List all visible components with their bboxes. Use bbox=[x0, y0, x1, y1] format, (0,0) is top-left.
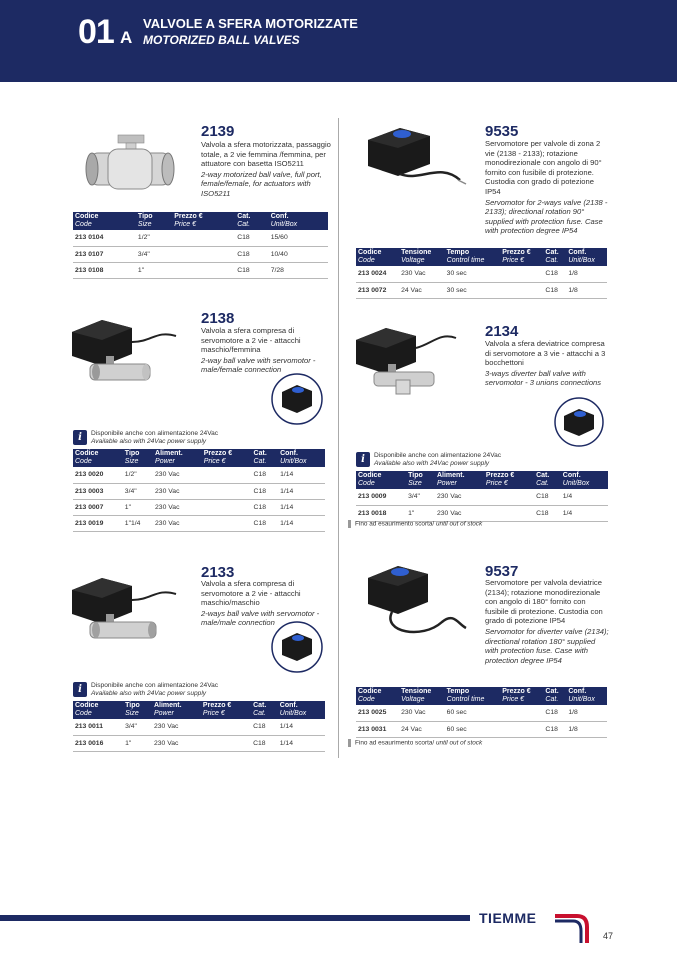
table-row bbox=[73, 467, 325, 483]
table-cell: C18 bbox=[543, 721, 566, 737]
product-article-code: 213 0007 bbox=[73, 499, 123, 515]
price-table-9537 bbox=[356, 687, 607, 738]
stock-it: Fino ad esaurimento scorta/ bbox=[355, 520, 435, 528]
info-icon: i bbox=[73, 682, 87, 697]
column-header: Cat. Cat. bbox=[543, 687, 566, 705]
table-header-row bbox=[73, 449, 325, 467]
note-it: Disponibile anche con alimentazione 24Vac bbox=[374, 452, 502, 459]
column-header: Codice Code bbox=[73, 701, 123, 719]
table-cell bbox=[201, 735, 251, 751]
table-cell: 230 Vac bbox=[153, 483, 202, 499]
product-article-code: 213 0104 bbox=[73, 230, 136, 246]
stock-en: until out of stock bbox=[436, 520, 483, 528]
table-cell: C18 bbox=[251, 735, 278, 751]
column-header-en: Size bbox=[137, 221, 152, 228]
product-code: 9537 bbox=[485, 563, 519, 580]
column-header: Prezzo € Price € bbox=[172, 212, 235, 230]
column-header: Tipo Size bbox=[406, 471, 435, 489]
table-cell: 1/4 bbox=[561, 489, 608, 505]
column-header: Cat. Cat. bbox=[252, 449, 279, 467]
description-it: Valvola a sfera compresa di servomotore a 2 vie - attacchi maschio/maschio bbox=[201, 579, 301, 608]
column-header-en: Price € bbox=[502, 257, 525, 264]
column-header: Cat. Cat. bbox=[543, 248, 566, 266]
column-header-en: Price € bbox=[202, 710, 225, 717]
table-cell bbox=[484, 489, 534, 505]
table-header-row bbox=[73, 212, 328, 230]
table-cell bbox=[500, 282, 543, 298]
table-row bbox=[73, 735, 325, 751]
table-cell: C18 bbox=[252, 483, 279, 499]
table-row bbox=[356, 489, 608, 505]
column-header: Conf. Unit/Box bbox=[278, 701, 325, 719]
product-code: 2139 bbox=[201, 123, 235, 140]
table-row bbox=[73, 246, 328, 262]
column-header: Conf. Unit/Box bbox=[566, 248, 607, 266]
page-header bbox=[0, 0, 677, 82]
table-cell: 1/14 bbox=[278, 499, 325, 515]
column-header-en: Unit/Box bbox=[568, 257, 595, 264]
product-article-code: 213 0003 bbox=[73, 483, 123, 499]
table-row bbox=[356, 282, 607, 298]
product-article-code: 213 0025 bbox=[356, 705, 399, 721]
table-cell: C18 bbox=[235, 262, 269, 278]
table-cell bbox=[202, 467, 252, 483]
column-header-en: Power bbox=[155, 458, 175, 465]
column-header: Aliment. Power bbox=[152, 701, 201, 719]
column-header: Tempo Control time bbox=[445, 687, 501, 705]
product-article-code: 213 0107 bbox=[73, 246, 136, 262]
column-divider bbox=[338, 118, 339, 758]
stock-it: Fino ad esaurimento scorta/ bbox=[355, 739, 435, 747]
table-cell: 230 Vac bbox=[153, 499, 202, 515]
column-header-en: Voltage bbox=[401, 257, 425, 264]
info-icon: i bbox=[73, 430, 87, 445]
table-cell: 24 Vac bbox=[399, 282, 445, 298]
column-header-en: Code bbox=[358, 257, 375, 264]
column-header: Tensione Voltage bbox=[399, 248, 445, 266]
table-row bbox=[73, 515, 325, 531]
note-en: Available also with 24Vac power supply bbox=[91, 438, 207, 445]
column-header: Codice Code bbox=[356, 687, 399, 705]
description-it: Servomotore per valvola deviatrice (2134); rotazione monodirezionale con angolo di 180° fornito con fusibile di protezione. Custodia con grado di potezione IP54 bbox=[485, 578, 603, 626]
column-header: Prezzo € Price € bbox=[500, 248, 543, 266]
description-it: Valvola a sfera deviatrice compresa di servomotore a 3 vie - attacchi a 3 bocchettoni bbox=[485, 339, 606, 368]
table-cell: 1" bbox=[406, 505, 435, 521]
table-cell: 1/14 bbox=[278, 515, 325, 531]
table-cell: C18 bbox=[534, 505, 561, 521]
column-header-en: Size bbox=[408, 480, 422, 487]
table-cell: C18 bbox=[543, 282, 566, 298]
table-cell: 10/40 bbox=[269, 246, 328, 262]
table-cell: 1/14 bbox=[278, 483, 325, 499]
column-header-en: Unit/Box bbox=[279, 710, 307, 717]
table-cell: 3/4" bbox=[123, 483, 153, 499]
column-header-en: Cat. bbox=[253, 458, 267, 465]
product-article-code: 213 0072 bbox=[356, 282, 399, 298]
table-cell: 230 Vac bbox=[435, 505, 484, 521]
table-cell: 230 Vac bbox=[435, 489, 484, 505]
table-cell bbox=[172, 246, 235, 262]
column-header: Prezzo € Price € bbox=[484, 471, 534, 489]
motorized-valve-2138-image bbox=[66, 312, 196, 384]
product-description bbox=[485, 139, 610, 236]
table-cell: 3/4" bbox=[406, 489, 435, 505]
table-cell: 3/4" bbox=[123, 719, 152, 735]
column-header-en: Price € bbox=[203, 458, 226, 465]
table-cell: C18 bbox=[235, 246, 269, 262]
table-row bbox=[73, 230, 328, 246]
column-header-en: Cat. bbox=[253, 710, 266, 717]
table-cell bbox=[202, 499, 252, 515]
table-header-row bbox=[356, 687, 607, 705]
table-cell: C18 bbox=[251, 719, 278, 735]
motorized-valve-2133-image bbox=[66, 570, 196, 642]
diverter-valve-2134-image bbox=[352, 322, 472, 396]
table-cell bbox=[201, 719, 251, 735]
table-cell: 7/28 bbox=[269, 262, 328, 278]
column-header: Prezzo € Price € bbox=[201, 701, 251, 719]
servomotor-badge-icon bbox=[270, 620, 324, 674]
table-row bbox=[356, 505, 608, 521]
column-header: Codice Code bbox=[356, 471, 406, 489]
table-cell bbox=[500, 266, 543, 282]
column-header-en: Cat. bbox=[536, 480, 549, 487]
table-cell: 60 sec bbox=[445, 705, 501, 721]
column-header-en: Price € bbox=[174, 221, 196, 228]
table-cell: C18 bbox=[235, 230, 269, 246]
product-description bbox=[201, 579, 331, 628]
column-header: Conf. Unit/Box bbox=[269, 212, 328, 230]
table-cell: 230 Vac bbox=[399, 266, 445, 282]
table-cell: C18 bbox=[252, 467, 279, 483]
table-cell: 230 Vac bbox=[153, 515, 202, 531]
table-cell: C18 bbox=[252, 515, 279, 531]
column-header: Tipo Size bbox=[123, 701, 152, 719]
table-cell: 1"1/4 bbox=[123, 515, 153, 531]
table-cell bbox=[172, 230, 235, 246]
power-supply-note bbox=[356, 452, 606, 468]
brand-swoosh-icon bbox=[555, 913, 595, 943]
column-header-en: Unit/Box bbox=[562, 480, 590, 487]
table-row bbox=[73, 483, 325, 499]
table-cell: 1/2" bbox=[136, 230, 172, 246]
table-cell bbox=[500, 705, 543, 721]
table-cell: 3/4" bbox=[136, 246, 172, 262]
title-italian: VALVOLE A SFERA MOTORIZZATE bbox=[143, 16, 358, 31]
table-row bbox=[73, 262, 328, 278]
stock-note bbox=[348, 739, 482, 747]
table-cell bbox=[172, 262, 235, 278]
table-cell bbox=[500, 721, 543, 737]
column-header: Codice Code bbox=[73, 449, 123, 467]
description-en: 2-way ball valve with servomotor - male/female connection bbox=[201, 355, 316, 375]
description-it: Servomotore per valvole di zona 2 vie (2138 - 2133); rotazione monodirezionale con angolo di 90° fornito con fusibile di protezione. Custodia con grado di potezione IP54 bbox=[485, 139, 602, 196]
table-cell: 230 Vac bbox=[153, 467, 202, 483]
table-cell: C18 bbox=[534, 489, 561, 505]
column-header-en: Size bbox=[125, 710, 139, 717]
table-cell: 1/14 bbox=[278, 735, 325, 751]
column-header: Prezzo € Price € bbox=[202, 449, 252, 467]
stock-note bbox=[348, 520, 482, 528]
table-cell: 1" bbox=[123, 735, 152, 751]
column-header-en: Unit/Box bbox=[568, 696, 595, 703]
table-header-row bbox=[356, 248, 607, 266]
column-header-en: Price € bbox=[485, 480, 508, 487]
column-header: Cat. Cat. bbox=[534, 471, 561, 489]
servomotor-9537-image bbox=[362, 562, 472, 644]
table-cell bbox=[202, 483, 252, 499]
column-header: Conf. Unit/Box bbox=[561, 471, 608, 489]
product-description bbox=[201, 326, 331, 375]
power-supply-note bbox=[73, 682, 323, 698]
table-cell bbox=[484, 505, 534, 521]
product-article-code: 213 0016 bbox=[73, 735, 123, 751]
table-cell: C18 bbox=[543, 266, 566, 282]
column-header-en: Cat. bbox=[545, 257, 559, 264]
table-cell: 230 Vac bbox=[152, 735, 201, 751]
table-cell: 230 Vac bbox=[399, 705, 445, 721]
description-en: Servomotor for diverter valve (2134); directional rotation 180° supplied with protection fuse. Case with protection degree IP54 bbox=[485, 626, 609, 665]
column-header-en: Unit/Box bbox=[280, 458, 307, 465]
column-header: Tipo Size bbox=[136, 212, 172, 230]
table-cell: 30 sec bbox=[445, 282, 501, 298]
note-en: Available also with 24Vac power supply bbox=[91, 690, 207, 697]
product-article-code: 213 0018 bbox=[356, 505, 406, 521]
column-header: Aliment. Power bbox=[435, 471, 484, 489]
note-it: Disponibile anche con alimentazione 24Vac bbox=[91, 682, 219, 689]
note-en: Available also with 24Vac power supply bbox=[374, 460, 490, 467]
column-header-en: Cat. bbox=[237, 221, 251, 228]
power-supply-note bbox=[73, 430, 323, 446]
ball-valve-2139-image bbox=[80, 127, 180, 199]
table-cell: 1/4 bbox=[561, 505, 608, 521]
column-header-en: Price € bbox=[502, 696, 525, 703]
column-header: Conf. Unit/Box bbox=[566, 687, 607, 705]
product-article-code: 213 0108 bbox=[73, 262, 136, 278]
table-row bbox=[73, 499, 325, 515]
column-header-en: Code bbox=[75, 221, 92, 228]
table-cell: C18 bbox=[252, 499, 279, 515]
chapter-number: 01 bbox=[78, 13, 114, 51]
table-row bbox=[356, 266, 607, 282]
description-it: Valvola a sfera motorizzata, passaggio totale, a 2 vie femmina /femmina, per attuatore con basetta ISO5211 bbox=[201, 140, 331, 169]
product-description bbox=[201, 140, 331, 199]
column-header-en: Size bbox=[124, 458, 139, 465]
title-english: MOTORIZED BALL VALVES bbox=[143, 33, 300, 47]
table-cell: 1/8 bbox=[566, 282, 607, 298]
column-header: Codice Code bbox=[356, 248, 399, 266]
price-table-2139 bbox=[73, 212, 328, 279]
brand-logo: TIEMME bbox=[479, 910, 537, 926]
column-header: Tempo Control time bbox=[445, 248, 501, 266]
product-code: 2138 bbox=[201, 310, 235, 327]
table-row bbox=[356, 705, 607, 721]
note-it: Disponibile anche con alimentazione 24Vac bbox=[91, 430, 219, 437]
column-header-en: Control time bbox=[446, 257, 485, 264]
table-cell: 1/14 bbox=[278, 467, 325, 483]
info-icon: i bbox=[356, 452, 370, 467]
product-article-code: 213 0031 bbox=[356, 721, 399, 737]
table-cell: 1" bbox=[136, 262, 172, 278]
product-article-code: 213 0024 bbox=[356, 266, 399, 282]
table-cell: 1" bbox=[123, 499, 153, 515]
product-code: 9535 bbox=[485, 123, 519, 140]
table-cell: C18 bbox=[543, 705, 566, 721]
stock-en: until out of stock bbox=[436, 739, 483, 747]
table-cell: 60 sec bbox=[445, 721, 501, 737]
product-description bbox=[485, 578, 610, 665]
table-cell: 1/14 bbox=[278, 719, 325, 735]
table-cell: 30 sec bbox=[445, 266, 501, 282]
description-en: 3-ways diverter ball valve with servomotor - 3 unions connections bbox=[485, 368, 602, 388]
table-header-row bbox=[356, 471, 608, 489]
column-header: Cat. Cat. bbox=[235, 212, 269, 230]
table-cell: 1/8 bbox=[566, 705, 607, 721]
product-article-code: 213 0019 bbox=[73, 515, 123, 531]
price-table-2134 bbox=[356, 471, 608, 522]
servomotor-9535-image bbox=[360, 122, 470, 192]
column-header: Aliment. Power bbox=[153, 449, 202, 467]
column-header: Prezzo € Price € bbox=[500, 687, 543, 705]
table-cell: 230 Vac bbox=[152, 719, 201, 735]
price-table-9535 bbox=[356, 248, 607, 299]
column-header-en: Power bbox=[436, 480, 457, 487]
servomotor-badge-icon bbox=[553, 396, 605, 448]
table-header-row bbox=[73, 701, 325, 719]
table-row bbox=[356, 721, 607, 737]
table-cell: 15/60 bbox=[269, 230, 328, 246]
table-row bbox=[73, 719, 325, 735]
price-table-2133 bbox=[73, 701, 325, 752]
product-code: 2134 bbox=[485, 323, 519, 340]
column-header: Cat. Cat. bbox=[251, 701, 278, 719]
column-header-en: Code bbox=[358, 480, 375, 487]
table-cell: 1/2" bbox=[123, 467, 153, 483]
chapter-suffix: A bbox=[120, 28, 133, 47]
description-en: 2-way motorized ball valve, full port, female/female, for actuators with ISO5211 bbox=[201, 169, 322, 198]
servomotor-badge-icon bbox=[270, 372, 324, 426]
column-header: Codice Code bbox=[73, 212, 136, 230]
column-header-en: Unit/Box bbox=[270, 221, 298, 228]
product-article-code: 213 0009 bbox=[356, 489, 406, 505]
column-header-en: Cat. bbox=[545, 696, 559, 703]
column-header: Conf. Unit/Box bbox=[278, 449, 325, 467]
column-header-en: Code bbox=[75, 458, 92, 465]
product-description bbox=[485, 339, 610, 388]
price-table-2138 bbox=[73, 449, 325, 532]
column-header-en: Power bbox=[153, 710, 174, 717]
product-code: 2133 bbox=[201, 564, 235, 581]
column-header: Tensione Voltage bbox=[399, 687, 445, 705]
column-header-en: Voltage bbox=[401, 696, 425, 703]
column-header: Tipo Size bbox=[123, 449, 153, 467]
page-number: 47 bbox=[603, 931, 614, 941]
description-en: 2-ways ball valve with servomotor - male/male connection bbox=[201, 608, 320, 628]
table-cell: 24 Vac bbox=[399, 721, 445, 737]
column-header-en: Code bbox=[75, 710, 92, 717]
column-header-en: Code bbox=[358, 696, 375, 703]
table-cell: 1/8 bbox=[566, 266, 607, 282]
description-it: Valvola a sfera compresa di servomotore a 2 vie - attacchi maschio/femmina bbox=[201, 326, 301, 355]
table-cell: 1/8 bbox=[566, 721, 607, 737]
product-article-code: 213 0011 bbox=[73, 719, 123, 735]
description-en: Servomotor for 2-ways valve (2138 - 2133); directional rotation 90° supplied with protection fuse. Case with protection degree IP54 bbox=[485, 197, 608, 236]
table-cell bbox=[202, 515, 252, 531]
column-header-en: Control time bbox=[446, 696, 485, 703]
product-article-code: 213 0020 bbox=[73, 467, 123, 483]
